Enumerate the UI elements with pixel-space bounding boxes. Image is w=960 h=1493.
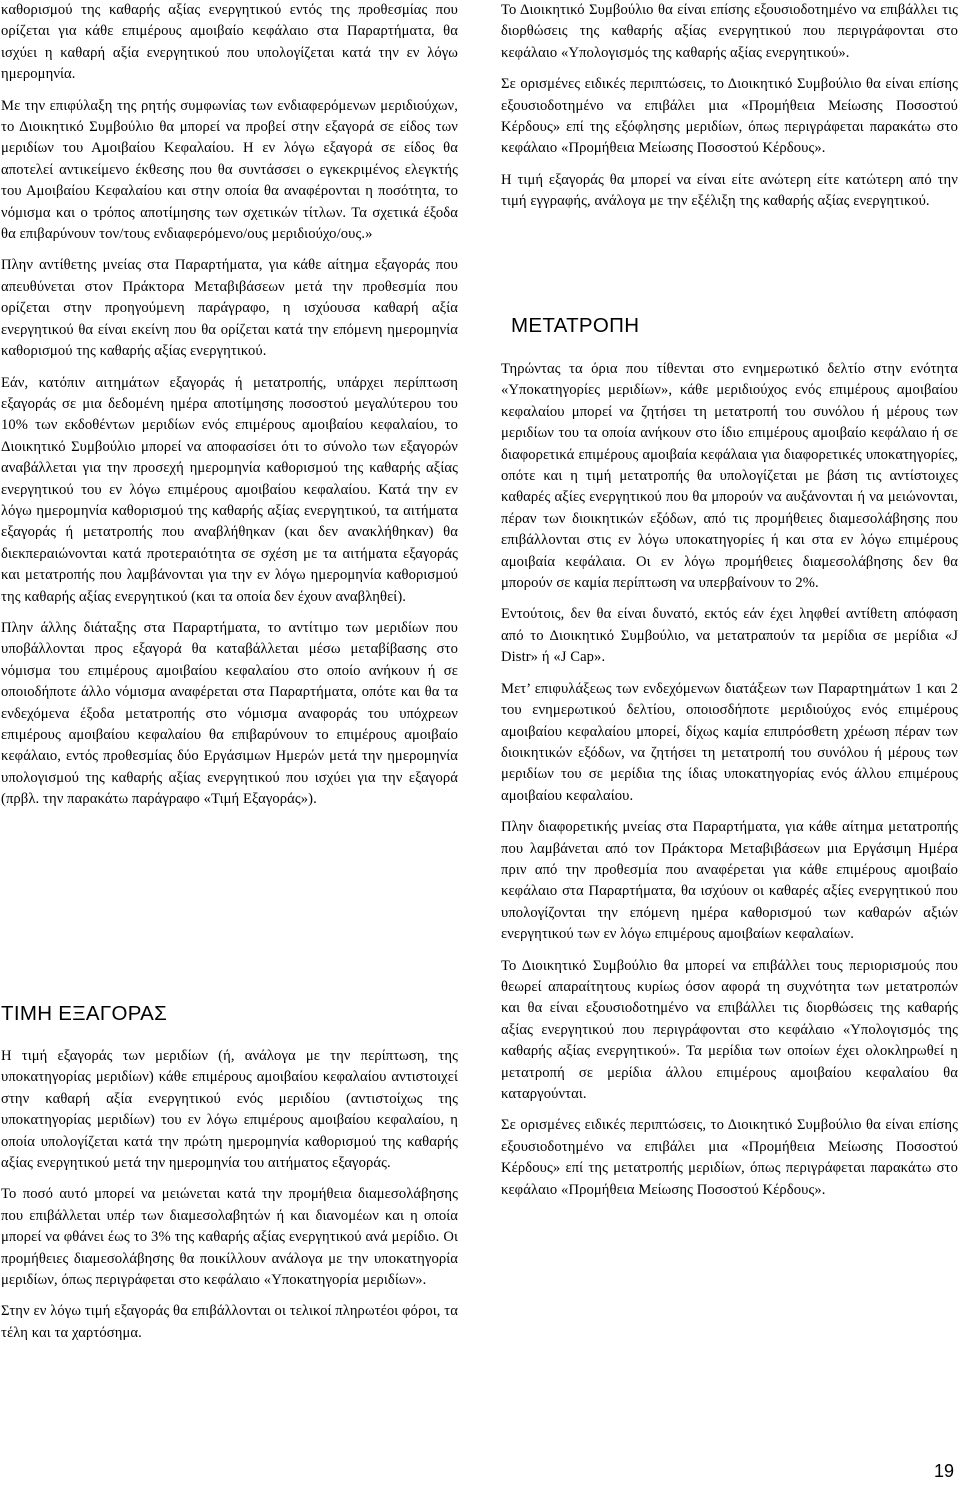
paragraph: Σε ορισμένες ειδικές περιπτώσεις, το Διοικητικό Συμβούλιο θα είναι επίσης εξουσιοδοτημένο να επιβάλει μια «Προμήθεια Μείωσης Ποσοστού Κέρδους» επί της εξόφλησης μεριδίων, όπως περιγράφεται παρακάτω στο κεφάλαιο «Προμήθεια Μείωσης Ποσοστού Κέρδους». (501, 76, 958, 157)
paragraph: Πλην αντίθετης μνείας στα Παραρτήματα, για κάθε αίτημα εξαγοράς που απευθύνεται στον Πράκτορα Μεταβιβάσεων μετά την προθεσμία που ορίζεται στην προηγούμενη παράγραφο, η ισχύουσα καθαρή αξία ενεργητικού θα είναι εκείνη που θα ορίζεται κατά την επόμενη ημερομηνία καθορισμού της καθαρής αξίας ενεργητικού. (1, 257, 458, 360)
paragraph: Εντούτοις, δεν θα είναι δυνατό, εκτός εάν έχει ληφθεί αντίθετη απόφαση από το Διοικητικό Συμβούλιο, να μετατραπούν τα μερίδια σε μερίδια «J Distr» ή «J Cap». (501, 606, 958, 666)
paragraph: Μετ’ επιφυλάξεως των ενδεχόμενων διατάξεων των Παραρτημάτων 1 και 2 του ενημερωτικού δελτίου, οποιοσδήποτε μεριδιούχος ενός επιμέρους αμοιβαίου κεφαλαίου μπορεί, δίχως καμία επιπρόσθετη χρέωση πέραν των διοικητικών εξόδων, να ζητήσει τη μετατροπή του συνόλου ή μέρους των μεριδίων του σε μερίδια της ίδιας υποκατηγορίας ενός άλλου επιμέρους αμοιβαίου κεφαλαίου. (501, 680, 958, 804)
right-column-lower (501, 359, 958, 1211)
paragraph: Η τιμή εξαγοράς θα μπορεί να είναι είτε ανώτερη είτε κατώτερη από την τιμή εγγραφής, ανάλογα με την εξέλιξη της καθαρής αξίας ενεργητικού. (501, 171, 958, 210)
paragraph: Πλην άλλης διάταξης στα Παραρτήματα, το αντίτιμο των μεριδίων που υποβάλλονται προς εξαγορά θα καταβάλλεται μέσω μεταβίβασης στο νόμισμα του επιμέρους αμοιβαίου κεφαλαίου στο οποίο ανήκουν ή σε οποιοδήποτε άλλο νόμισμα αναφέρεται στα Παραρτήματα, οπότε και θα τα ενδεχόμενα έξοδα μετατροπής στο νόμισμα αναφοράς του υπόχρεων επιμέρους αμοιβαίου κεφαλαίου θα επιβαρύνουν το επιμέρους αμοιβαίο κεφάλαιο, εντός προθεσμίας δύο Εργάσιμων Ημερών μετά την ημερομηνία υπολογισμού της καθαρής αξίας ενεργητικού που ισχύει για την εξαγορά (πρβλ. την παρακάτω παράγραφο «Τιμή Εξαγοράς»). (1, 619, 458, 808)
paragraph: καθορισμού της καθαρής αξίας ενεργητικού εντός της προθεσμίας που ορίζεται για κάθε επιμέρους αμοιβαίο κεφάλαιο στα Παραρτήματα, θα ισχύει η καθαρή αξία ενεργητικού που υπολογίζεται κατά την εν λόγω ημερομηνία. (1, 2, 458, 83)
section-heading-redemption-price: ΤΙΜΗ ΕΞΑΓΟΡΑΣ (1, 1002, 168, 1025)
paragraph: Το ποσό αυτό μπορεί να μειώνεται κατά την προμήθεια διαμεσολάβησης που επιβάλλεται υπέρ των διαμεσολαβητών ή και διανομέων και η οποία μπορεί να φθάνει έως το 3% της καθαρής αξίας ενεργητικού ανά μερίδιο. Οι προμήθειες διαμεσολάβησης θα ποικίλλουν ανάλογα με την υποκατηγορία μεριδίων, όπως περιγράφεται στο κεφάλαιο «Υποκατηγορία μεριδίων». (1, 1186, 458, 1289)
left-column-upper (1, 0, 458, 821)
right-column-upper (501, 0, 958, 223)
paragraph: Το Διοικητικό Συμβούλιο θα μπορεί να επιβάλλει τους περιορισμούς που θεωρεί απαραίτητους κυρίως όσον αφορά τη συχνότητα των μετατροπών και θα είναι εξουσιοδοτημένο να επιβάλλει τις διορθώσεις της καθαρής αξίας ενεργητικού που περιγράφονται στο κεφάλαιο «Υπολογισμός της καθαρής αξίας ενεργητικού». Τα μερίδια των οποίων έχει ολοκληρωθεί η μετατροπή σε μερίδια άλλου επιμέρους αμοιβαίου κεφαλαίου θα καταργούνται. (501, 957, 958, 1102)
paragraph: Πλην διαφορετικής μνείας στα Παραρτήματα, για κάθε αίτημα μετατροπής που λαμβάνεται από τον Πράκτορα Μεταβιβάσεων μια Εργάσιμη Ημέρα πριν από την προθεσμία που αναφέρεται για κάθε επιμέρους αμοιβαίο κεφάλαιο στα Παραρτήματα, θα ισχύουν οι καθαρές αξίες ενεργητικού που υπολογίζονται την επόμενη ημέρα καθορισμού των καθαρών αξιών ενεργητικού των εν λόγω επιμέρους αμοιβαίων κεφαλαίων. (501, 819, 958, 943)
paragraph: Το Διοικητικό Συμβούλιο θα είναι επίσης εξουσιοδοτημένο να επιβάλλει τις διορθώσεις της καθαρής αξίας ενεργητικού που περιγράφονται στο κεφάλαιο «Υπολογισμός της καθαρής αξίας ενεργητικού». (501, 2, 958, 61)
paragraph: Στην εν λόγω τιμή εξαγοράς θα επιβάλλονται οι τελικοί πληρωτέοι φόροι, τα τέλη και τα χαρτόσημα. (1, 1303, 458, 1341)
paragraph: Εάν, κατόπιν αιτημάτων εξαγοράς ή μετατροπής, υπάρχει περίπτωση εξαγοράς σε μια δεδομένη ημέρα αποτίμησης ποσοστού μεγαλύτερου του 10% των εκδοθέντων μεριδίων ενός επιμέρους αμοιβαίου κεφαλαίου, το Διοικητικό Συμβούλιο μπορεί να αποφασίσει ότι το σύνολο των εξαγορών αναβάλλεται για την προσεχή ημερομηνία καθορισμού της καθαρής αξίας ενεργητικού του εν λόγω επιμέρους αμοιβαίου κεφαλαίου. Κατά την εν λόγω ημερομηνία καθορισμού της καθαρής αξίας ενεργητικού, τα αιτήματα εξαγοράς ή μετατροπής που αναβλήθηκαν (και δεν ανακλήθηκαν) θα διεκπεραιώνονται κατά προτεραιότητα σε σχέση με τα αιτήματα εξαγοράς και μετατροπής που λαμβάνονται για την εν λόγω ημερομηνία καθορισμού της καθαρής αξίας ενεργητικού (και τα οποία δεν έχουν αναβληθεί). (1, 374, 458, 605)
paragraph: Με την επιφύλαξη της ρητής συμφωνίας των ενδιαφερόμενων μεριδιούχων, το Διοικητικό Συμβούλιο θα μπορεί να προβεί στην εξαγορά σε είδος των μεριδίων του Αμοιβαίου Κεφαλαίου. Η εν λόγω εξαγορά σε είδος θα αποτελεί αντικείμενο έκθεσης που θα συντάσσει ο εγκεκριμένος ελεγκτής του Αμοιβαίου Κεφαλαίου και στην οποία θα αναφέρονται η ποσότητα, το νόμισμα και ο τρόπος αποτίμησης των σχετικών τίτλων. Τα σχετικά έξοδα θα επιβαρύνουν τον/τους ενδιαφερόμενο/ους μεριδιούχο/ους.» (1, 97, 458, 243)
left-column-lower (1, 1046, 458, 1354)
paragraph: Τηρώντας τα όρια που τίθενται στο ενημερωτικό δελτίο στην ενότητα «Υποκατηγορίες μεριδίων», κάθε μεριδιούχος ενός επιμέρους αμοιβαίου κεφαλαίου μπορεί να ζητήσει τη μετατροπή του συνόλου ή μέρους των μεριδίων του τα οποία ανήκουν στο ίδιο επιμέρους αμοιβαίο κεφάλαιο ή σε διαφορετικά επιμέρους αμοιβαία κεφάλαια για διαφορετικές υποκατηγορίες, οπότε και η τιμή μετατροπής θα υπολογίζεται με βάση τις αντίστοιχες καθαρές αξίες ενεργητικού που θα μπορούν να αυξάνονται ή να μειώνονται, πέραν των διοικητικών εξόδων, από τις προμήθειες διαμεσολάβησης που επιβάλλονται στις εν λόγω υποκατηγορίες ή και στα εν λόγω επιμέρους αμοιβαία κεφάλαια. Οι εν λόγω προμήθειες διαμεσολάβησης δεν θα μπορούν σε καμία περίπτωση να υπερβαίνουν το 2%. (501, 361, 958, 592)
section-heading-conversion: ΜΕΤΑΤΡΟΠΗ (511, 314, 640, 337)
paragraph: Σε ορισμένες ειδικές περιπτώσεις, το Διοικητικό Συμβούλιο θα είναι επίσης εξουσιοδοτημένο να επιβάλει μια «Προμήθεια Μείωσης Ποσοστού Κέρδους» επί της μετατροπής μεριδίων, όπως περιγράφεται παρακάτω στο κεφάλαιο «Προμήθεια Μείωσης Ποσοστού Κέρδους». (501, 1117, 958, 1198)
page-number: 19 (933, 1461, 954, 1481)
paragraph: Η τιμή εξαγοράς των μεριδίων (ή, ανάλογα με την περίπτωση, της υποκατηγορίας μεριδίων) κάθε επιμέρους αμοιβαίου κεφαλαίου αντιστοιχεί στην καθαρή αξία ενεργητικού ενός μεριδίου (αντιστοίχως της υποκατηγορίας μεριδίων) του εν λόγω επιμέρους αμοιβαίου κεφαλαίου, η οποία υπολογίζεται κατά την πρώτη ημερομηνία καθορισμού της καθαρής αξίας ενεργητικού μετά την ημερομηνία του αιτήματος εξαγοράς. (1, 1048, 458, 1172)
